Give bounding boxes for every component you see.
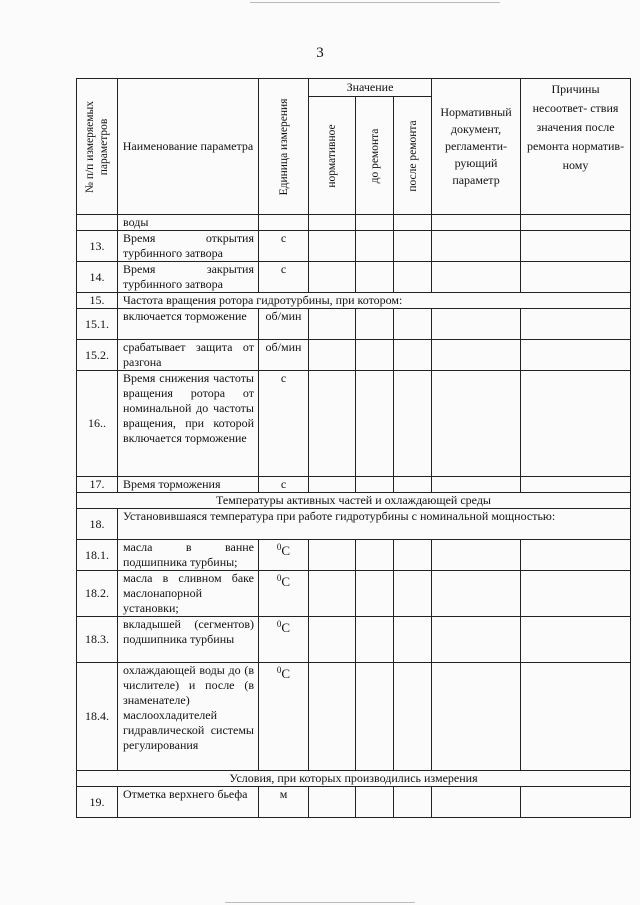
page-number: 3 [316, 45, 324, 61]
row-number: 14. [77, 262, 118, 293]
degree-superscript: 0 [276, 542, 282, 552]
cell-after [394, 540, 432, 571]
cell-reason [521, 787, 631, 818]
row-number: 19. [77, 787, 118, 818]
table-row [77, 371, 631, 477]
cell-reason [521, 663, 631, 771]
row-name: включается торможение [118, 309, 259, 340]
cell-after [394, 663, 432, 771]
cell-doc [432, 663, 521, 771]
row-span-text: Установившаяся температура при работе гидротурбины с номинальной мощностью: [118, 509, 631, 540]
row-unit: об/мин [259, 309, 309, 340]
unit-celsius: С [281, 620, 291, 635]
header-col-doc: Нормативный документ, регламенти- рующий параметр [432, 79, 521, 215]
cell-doc [432, 262, 521, 293]
row-name: Отметка верхнего бьефа [118, 787, 259, 818]
cell-normative [309, 371, 356, 477]
cell-after [394, 215, 432, 231]
cell-doc [432, 617, 521, 663]
cell-before [356, 215, 394, 231]
parameters-table [76, 78, 631, 818]
cell-normative [309, 340, 356, 371]
header-row-1 [77, 79, 631, 97]
cell-after [394, 309, 432, 340]
cell-after [394, 371, 432, 477]
cell-reason [521, 231, 631, 262]
row-number: 13. [77, 231, 118, 262]
section-row [77, 771, 631, 787]
row-unit-degrees [259, 617, 309, 663]
cell-after [394, 477, 432, 493]
header-col-reasons: Причины несоответ- ствия значения после ремонта норматив- ному [521, 79, 631, 215]
cell-doc [432, 309, 521, 340]
cell-reason [521, 477, 631, 493]
cell-before [356, 617, 394, 663]
unit-celsius: С [281, 543, 291, 558]
cell-before [356, 231, 394, 262]
unit-celsius: С [281, 574, 291, 589]
cell-after [394, 231, 432, 262]
cell-normative [309, 309, 356, 340]
row-number: 17. [77, 477, 118, 493]
cell-before [356, 309, 394, 340]
cell-before [356, 262, 394, 293]
cell-before [356, 663, 394, 771]
row-unit: об/мин [259, 340, 309, 371]
cell-after [394, 787, 432, 818]
cell-doc [432, 571, 521, 617]
cell-normative [309, 231, 356, 262]
header-col-num: № п/п измеряемых параметров [77, 79, 118, 215]
header-col-name: Наименование параметра [118, 79, 259, 215]
row-number: 18. [77, 509, 118, 540]
table-row [77, 540, 631, 571]
table-row [77, 663, 631, 771]
cell-after [394, 262, 432, 293]
row-name: Время снижения частоты вращения ротора от номинальной до частоты вращения, при которой включается торможение [118, 371, 259, 477]
section-heading: Температуры активных частей и охлаждающей среды [77, 493, 631, 509]
table-row [77, 787, 631, 818]
cell-normative [309, 540, 356, 571]
row-number: 18.3. [77, 617, 118, 663]
cell-normative [309, 787, 356, 818]
table-row [77, 215, 631, 231]
table-row [77, 293, 631, 309]
cell-before [356, 540, 394, 571]
cell-before [356, 340, 394, 371]
cell-reason [521, 309, 631, 340]
cell-doc [432, 215, 521, 231]
cell-normative [309, 663, 356, 771]
row-unit: с [259, 477, 309, 493]
header-sub-before-repair: до ремонта [356, 97, 394, 215]
unit-celsius: С [281, 666, 291, 681]
header-sub-normative: нормативное [309, 97, 356, 215]
header-col-unit: Единица измерения [259, 79, 309, 215]
row-unit-degrees [259, 663, 309, 771]
cell-reason [521, 617, 631, 663]
row-number: 15.2. [77, 340, 118, 371]
row-number: 15.1. [77, 309, 118, 340]
table-row [77, 477, 631, 493]
cell-doc [432, 340, 521, 371]
cell-after [394, 340, 432, 371]
row-name: охлаждающей воды до (в числителе) и после (в знаменателе) маслоохладителей гидравлической системы регулирования [118, 663, 259, 771]
cell-reason [521, 262, 631, 293]
cell-normative [309, 617, 356, 663]
row-number: 18.4. [77, 663, 118, 771]
degree-superscript: 0 [276, 573, 282, 583]
cell-normative [309, 262, 356, 293]
row-name: Время закрытия турбинного затвора [118, 262, 259, 293]
cell-reason [521, 215, 631, 231]
table-row [77, 262, 631, 293]
cell-reason [521, 340, 631, 371]
row-unit: с [259, 371, 309, 477]
row-unit [259, 215, 309, 231]
cell-doc [432, 787, 521, 818]
table-row [77, 509, 631, 540]
row-name: Время торможения [118, 477, 259, 493]
row-name: вкладышей (сегментов) подшипника турбины [118, 617, 259, 663]
table-row [77, 340, 631, 371]
row-name: Время открытия турбинного затвора [118, 231, 259, 262]
cell-doc [432, 371, 521, 477]
row-number: 18.2. [77, 571, 118, 617]
degree-superscript: 0 [276, 665, 282, 675]
row-span-text: Частота вращения ротора гидротурбины, при котором: [118, 293, 631, 309]
row-number [77, 215, 118, 231]
row-name: срабатывает защита от разгона [118, 340, 259, 371]
cell-normative [309, 215, 356, 231]
cell-before [356, 477, 394, 493]
row-unit: с [259, 262, 309, 293]
table-row [77, 309, 631, 340]
header-sub-after-repair: после ремонта [394, 97, 432, 215]
table-row [77, 617, 631, 663]
section-heading: Условия, при которых производились измерения [77, 771, 631, 787]
row-unit-degrees [259, 540, 309, 571]
row-unit-degrees [259, 571, 309, 617]
cell-doc [432, 540, 521, 571]
row-unit: м [259, 787, 309, 818]
cell-reason [521, 371, 631, 477]
cell-before [356, 371, 394, 477]
header-col-value: Значение [309, 79, 432, 97]
section-row [77, 493, 631, 509]
row-number: 18.1. [77, 540, 118, 571]
cell-reason [521, 571, 631, 617]
table-row [77, 571, 631, 617]
cell-before [356, 787, 394, 818]
scan-edge-top [250, 2, 500, 3]
row-name: воды [118, 215, 259, 231]
cell-before [356, 571, 394, 617]
row-unit: с [259, 231, 309, 262]
row-name: масла в ванне подшипника турбины; [118, 540, 259, 571]
table-row [77, 231, 631, 262]
cell-after [394, 617, 432, 663]
cell-doc [432, 231, 521, 262]
degree-superscript: 0 [276, 619, 282, 629]
cell-doc [432, 477, 521, 493]
row-number: 15. [77, 293, 118, 309]
row-number: 16.. [77, 371, 118, 477]
cell-normative [309, 571, 356, 617]
cell-normative [309, 477, 356, 493]
row-name: масла в сливном баке маслонапорной установки; [118, 571, 259, 617]
scan-edge-bottom [225, 902, 415, 903]
cell-reason [521, 540, 631, 571]
cell-after [394, 571, 432, 617]
